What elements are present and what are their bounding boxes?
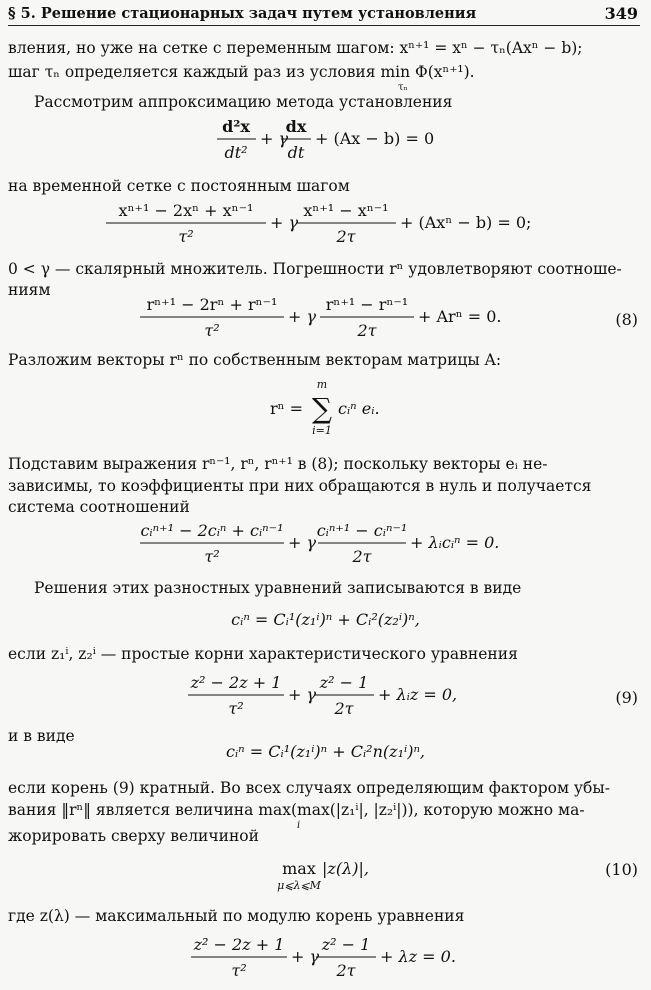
equation-5-graphic bbox=[0, 516, 651, 574]
eq7-tail: + λᵢz = 0, bbox=[378, 685, 458, 704]
equation-4-graphic bbox=[0, 376, 651, 440]
eq3-den1: τ² bbox=[204, 321, 220, 340]
equation-number-8: (8) bbox=[615, 310, 638, 329]
eq10-gamma: + γ bbox=[291, 947, 320, 966]
eq5-gamma: + γ bbox=[288, 533, 317, 552]
eq1-num2: dx bbox=[285, 117, 307, 136]
eq1-num1: d²x bbox=[222, 117, 250, 136]
eq7-den2: 2τ bbox=[334, 699, 354, 718]
text-line-6: ниям bbox=[8, 281, 51, 299]
eq10-tail: + λz = 0. bbox=[380, 947, 456, 966]
eq9-tail: |z(λ)|, bbox=[322, 859, 369, 878]
text-line-17: где z(λ) — максимальный по модулю корень уравнения bbox=[8, 907, 465, 925]
text-line-8: Подставим выражения rⁿ⁻¹, rⁿ, rⁿ⁺¹ в (8); поскольку векторы eᵢ не- bbox=[8, 455, 548, 473]
eq5-num1: cᵢⁿ⁺¹ − 2cᵢⁿ + cᵢⁿ⁻¹ bbox=[140, 521, 284, 540]
equation-9-graphic bbox=[0, 856, 651, 896]
equation-number-10: (10) bbox=[605, 860, 638, 879]
eq1-tail: + (Ax − b) = 0 bbox=[315, 129, 435, 148]
eq3-num2: rⁿ⁺¹ − rⁿ⁻¹ bbox=[325, 295, 409, 314]
eq2-gamma: + γ bbox=[270, 213, 299, 232]
equation-number-9: (9) bbox=[615, 688, 638, 707]
text-line-9: зависимы, то коэффициенты при них обращаются в нуль и получается bbox=[8, 477, 592, 495]
eq5-den2: 2τ bbox=[352, 547, 372, 566]
text-line-10: система соотношений bbox=[8, 498, 190, 516]
eq5-den1: τ² bbox=[204, 547, 220, 566]
equation-2-graphic bbox=[0, 196, 651, 254]
eq9-subscript: μ⩽λ⩽M bbox=[277, 879, 321, 892]
eq10-den2: 2τ bbox=[336, 961, 356, 980]
text-line-14: если корень (9) кратный. Во всех случаях определяющим фактором убы- bbox=[8, 779, 610, 797]
eq2-num1: xⁿ⁺¹ − 2xⁿ + xⁿ⁻¹ bbox=[118, 201, 254, 220]
eq1-gamma: + γ bbox=[260, 129, 289, 148]
equation-1-graphic bbox=[0, 112, 651, 172]
text-line-12: если z₁ⁱ, z₂ⁱ — простые корни характеристического уравнения bbox=[8, 645, 518, 663]
equation-6: cᵢⁿ = Cᵢ¹(z₁ⁱ)ⁿ + Cᵢ²(z₂ⁱ)ⁿ, bbox=[231, 610, 420, 629]
text-line-1: вления, но уже на сетке с переменным шагом: xⁿ⁺¹ = xⁿ − τₙ(Axⁿ − b); bbox=[8, 39, 583, 57]
eq10-num2: z² − 1 bbox=[321, 935, 371, 954]
eq1-den2: dt bbox=[287, 143, 305, 162]
eq2-den2: 2τ bbox=[336, 227, 356, 246]
eq5-num2: cᵢⁿ⁺¹ − cᵢⁿ⁻¹ bbox=[316, 521, 408, 540]
text-line-13: и в виде bbox=[8, 727, 75, 745]
eq3-num1: rⁿ⁺¹ − 2rⁿ + rⁿ⁻¹ bbox=[146, 295, 278, 314]
max-subscript: i bbox=[297, 820, 301, 831]
equation-8: cᵢⁿ = Cᵢ¹(z₁ⁱ)ⁿ + Cᵢ²n(z₁ⁱ)ⁿ, bbox=[225, 742, 426, 761]
running-header bbox=[8, 3, 640, 26]
text-line-5: 0 < γ — скалярный множитель. Погрешности rⁿ удовлетворяют соотноше- bbox=[8, 260, 622, 278]
equation-3-graphic bbox=[0, 290, 651, 348]
equation-7-graphic bbox=[0, 668, 651, 726]
text-line-15: вания ‖rⁿ‖ является величина max(max(|z₁ⁱ|, |z₂ⁱ|)), которую можно ма- bbox=[8, 801, 585, 819]
text-line-16: жорировать сверху величиной bbox=[8, 827, 259, 845]
equation-10-graphic bbox=[0, 930, 651, 988]
eq10-den1: τ² bbox=[231, 961, 247, 980]
min-subscript: τₙ bbox=[398, 82, 408, 93]
eq10-num1: z² − 2z + 1 bbox=[193, 935, 285, 954]
eq7-den1: τ² bbox=[228, 699, 244, 718]
eq4-lhs: rⁿ = bbox=[270, 399, 304, 418]
text-line-7: Разложим векторы rⁿ по собственным векторам матрицы A: bbox=[8, 351, 502, 369]
page-number: 349 bbox=[604, 4, 638, 23]
eq7-gamma: + γ bbox=[288, 685, 317, 704]
eq4-term: cᵢⁿ eᵢ. bbox=[338, 399, 380, 418]
eq2-tail: + (Axⁿ − b) = 0; bbox=[400, 213, 532, 232]
eq2-den1: τ² bbox=[178, 227, 194, 246]
eq1-den1: dt² bbox=[224, 143, 248, 162]
text-line-4: на временной сетке с постоянным шагом bbox=[8, 177, 350, 195]
eq3-tail: + Arⁿ = 0. bbox=[418, 307, 502, 326]
eq4-sum-top: m bbox=[316, 378, 328, 391]
eq7-num1: z² − 2z + 1 bbox=[190, 673, 282, 692]
section-title: § 5. Решение стационарных задач путем установления bbox=[8, 5, 477, 22]
eq4-sum-sign: ∑ bbox=[312, 392, 332, 425]
eq7-num2: z² − 1 bbox=[319, 673, 369, 692]
text-line-11: Решения этих разностных уравнений записываются в виде bbox=[34, 579, 522, 597]
eq5-tail: + λᵢcᵢⁿ = 0. bbox=[410, 533, 500, 552]
eq9-max: max bbox=[282, 859, 316, 878]
eq3-gamma: + γ bbox=[288, 307, 317, 326]
text-line-3: Рассмотрим аппроксимацию метода установления bbox=[34, 93, 453, 111]
text-line-2: шаг τₙ определяется каждый раз из условия min Φ(xⁿ⁺¹). bbox=[8, 63, 475, 81]
eq3-den2: 2τ bbox=[357, 321, 377, 340]
eq4-sum-bottom: i=1 bbox=[312, 424, 332, 437]
eq2-num2: xⁿ⁺¹ − xⁿ⁻¹ bbox=[303, 201, 389, 220]
